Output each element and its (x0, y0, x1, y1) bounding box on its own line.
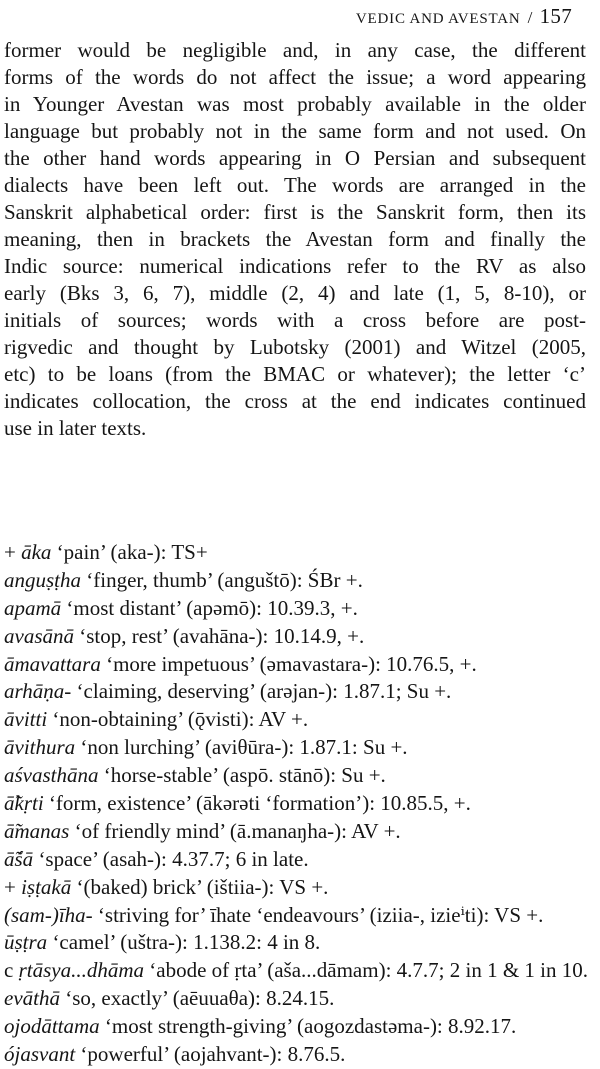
entry-headword: āvithura (4, 735, 76, 760)
paragraph-line: Sanskrit alphabetical order: first is the Sanskrit form, then its (4, 200, 586, 224)
paragraph-line: etc) to be loans (from the BMAC or whatever); the letter ‘c’ (4, 362, 586, 386)
entry-gloss: ‘space’ (asah-): 4.37.7; 6 in late. (33, 846, 309, 871)
entry-gloss: ‘abode of ṛta’ (aša...dāmam): 4.7.7; 2 in 1 & 1 in 10. (144, 958, 588, 983)
entry-headword: āvitti (4, 707, 48, 732)
entry-gloss: ‘of friendly mind’ (ā.manaŋha-): AV +. (69, 818, 401, 843)
entry-gloss: ‘most distant’ (apəmō): 10.39.3, +. (61, 595, 358, 620)
word-entry (4, 846, 594, 874)
paragraph-line: use in later texts. (4, 416, 147, 440)
entry-headword: ṛtāsya...dhāma (18, 958, 144, 983)
word-entry (4, 539, 594, 567)
paragraph-line: the other hand words appearing in O Persian and subsequent (4, 146, 586, 170)
entry-headword: arhāṇa- (4, 679, 72, 704)
running-head-title: VEDIC AND AVESTAN (355, 11, 521, 27)
word-entry (4, 929, 594, 957)
entry-headword: āka (21, 540, 52, 564)
word-entry (4, 595, 594, 623)
entry-prefix: + (4, 540, 22, 564)
entry-headword: (sam-)īha- (4, 902, 93, 927)
entry-headword: anguṣṭha (4, 567, 82, 592)
paragraph-line: dialects have been left out. The words are arranged in the (4, 173, 586, 197)
entry-headword: ā̃śā (4, 846, 34, 871)
entry-prefix: c (4, 958, 19, 983)
word-entry (4, 790, 594, 818)
paragraph-line: rigvedic and thought by Lubotsky (2001) and Witzel (2005, (4, 335, 586, 359)
entry-gloss: ‘striving for’ īhate ‘endeavours’ (iziia-, izieⁱti): VS +. (92, 902, 544, 927)
entry-gloss: ‘(baked) brick’ (ištiia-): VS +. (71, 874, 329, 899)
paragraph-line: initials of sources; words with a cross before are post- (4, 308, 586, 332)
entry-prefix: + (4, 874, 22, 899)
paragraph-line: in Younger Avestan was most probably available in the older (4, 92, 586, 116)
word-entry (4, 623, 594, 651)
entry-gloss: ‘more impetuous’ (əmavastara-): 10.76.5, +. (100, 651, 477, 676)
word-entry (4, 985, 594, 1013)
paragraph-line: early (Bks 3, 6, 7), middle (2, 4) and late (1, 5, 8-10), or (4, 281, 586, 305)
entry-gloss: ‘form, existence’ (ākərəti ‘formation’): 10.85.5, +. (43, 791, 471, 816)
word-entry (4, 734, 594, 762)
paragraph-line: forms of the words do not affect the issue; a word appearing (4, 65, 586, 89)
word-entry (4, 567, 594, 595)
entry-headword: ā̃manas (4, 818, 70, 843)
word-entry (4, 1013, 594, 1041)
entry-headword: aśvasthāna (4, 763, 99, 788)
entry-gloss: ‘claiming, deserving’ (arəjan-): 1.87.1; Su +. (71, 679, 452, 704)
entry-gloss: ‘non lurching’ (aviθūra-): 1.87.1: Su +. (75, 735, 408, 760)
entry-gloss: ‘powerful’ (aojahvant-): 8.76.5. (75, 1042, 346, 1067)
entry-headword: ojodāttama (4, 1014, 100, 1039)
entry-headword: evāthā (4, 986, 60, 1011)
entry-gloss: ‘camel’ (uštra-): 1.138.2: 4 in 8. (47, 930, 321, 955)
paragraph-line: former would be negligible and, in any case, the different (4, 38, 586, 62)
running-head (356, 4, 572, 29)
paragraph-line: Indic source: numerical indications refer to the RV as also (4, 254, 586, 278)
word-entry (4, 818, 594, 846)
paragraph-line: indicates collocation, the cross at the end indicates continued (4, 389, 586, 413)
entry-headword: āmavattara (4, 651, 101, 676)
entry-headword: ā̃kṛti (4, 791, 44, 816)
word-entry (4, 957, 594, 985)
paragraph-line: meaning, then in brackets the Avestan form and finally the (4, 227, 586, 251)
entry-headword: iṣṭakā (21, 874, 72, 899)
paragraph-line: language but probably not in the same form and not used. On (4, 119, 586, 143)
running-head-separator: / (527, 8, 533, 27)
word-entry (4, 762, 594, 790)
entry-headword: apamā (4, 595, 62, 620)
entry-gloss: ‘most strength-giving’ (aogozdastəma-): 8.92.17. (99, 1014, 517, 1039)
word-list (4, 539, 594, 1069)
entry-headword: ūṣṭra (4, 930, 48, 955)
entry-gloss: ‘finger, thumb’ (anguštō): ŚBr +. (81, 567, 363, 592)
entry-gloss: ‘non-obtaining’ (ǭvisti): AV +. (47, 707, 309, 732)
entry-headword: avasānā (4, 623, 74, 648)
entry-gloss: ‘pain’ (aka-): TS+ (51, 540, 208, 564)
page-number: 157 (539, 4, 572, 28)
body-paragraph (4, 37, 586, 442)
entry-headword: ójasvant (4, 1042, 76, 1067)
word-entry (4, 706, 594, 734)
word-entry (4, 874, 594, 902)
entry-gloss: ‘so, exactly’ (aēuuaθa): 8.24.15. (59, 986, 335, 1011)
word-entry (4, 678, 594, 706)
entry-gloss: ‘stop, rest’ (avahāna-): 10.14.9, +. (74, 623, 365, 648)
entry-gloss: ‘horse-stable’ (aspō. stānō): Su +. (98, 763, 386, 788)
word-entry (4, 1041, 594, 1069)
word-entry (4, 902, 594, 930)
word-entry (4, 651, 594, 679)
